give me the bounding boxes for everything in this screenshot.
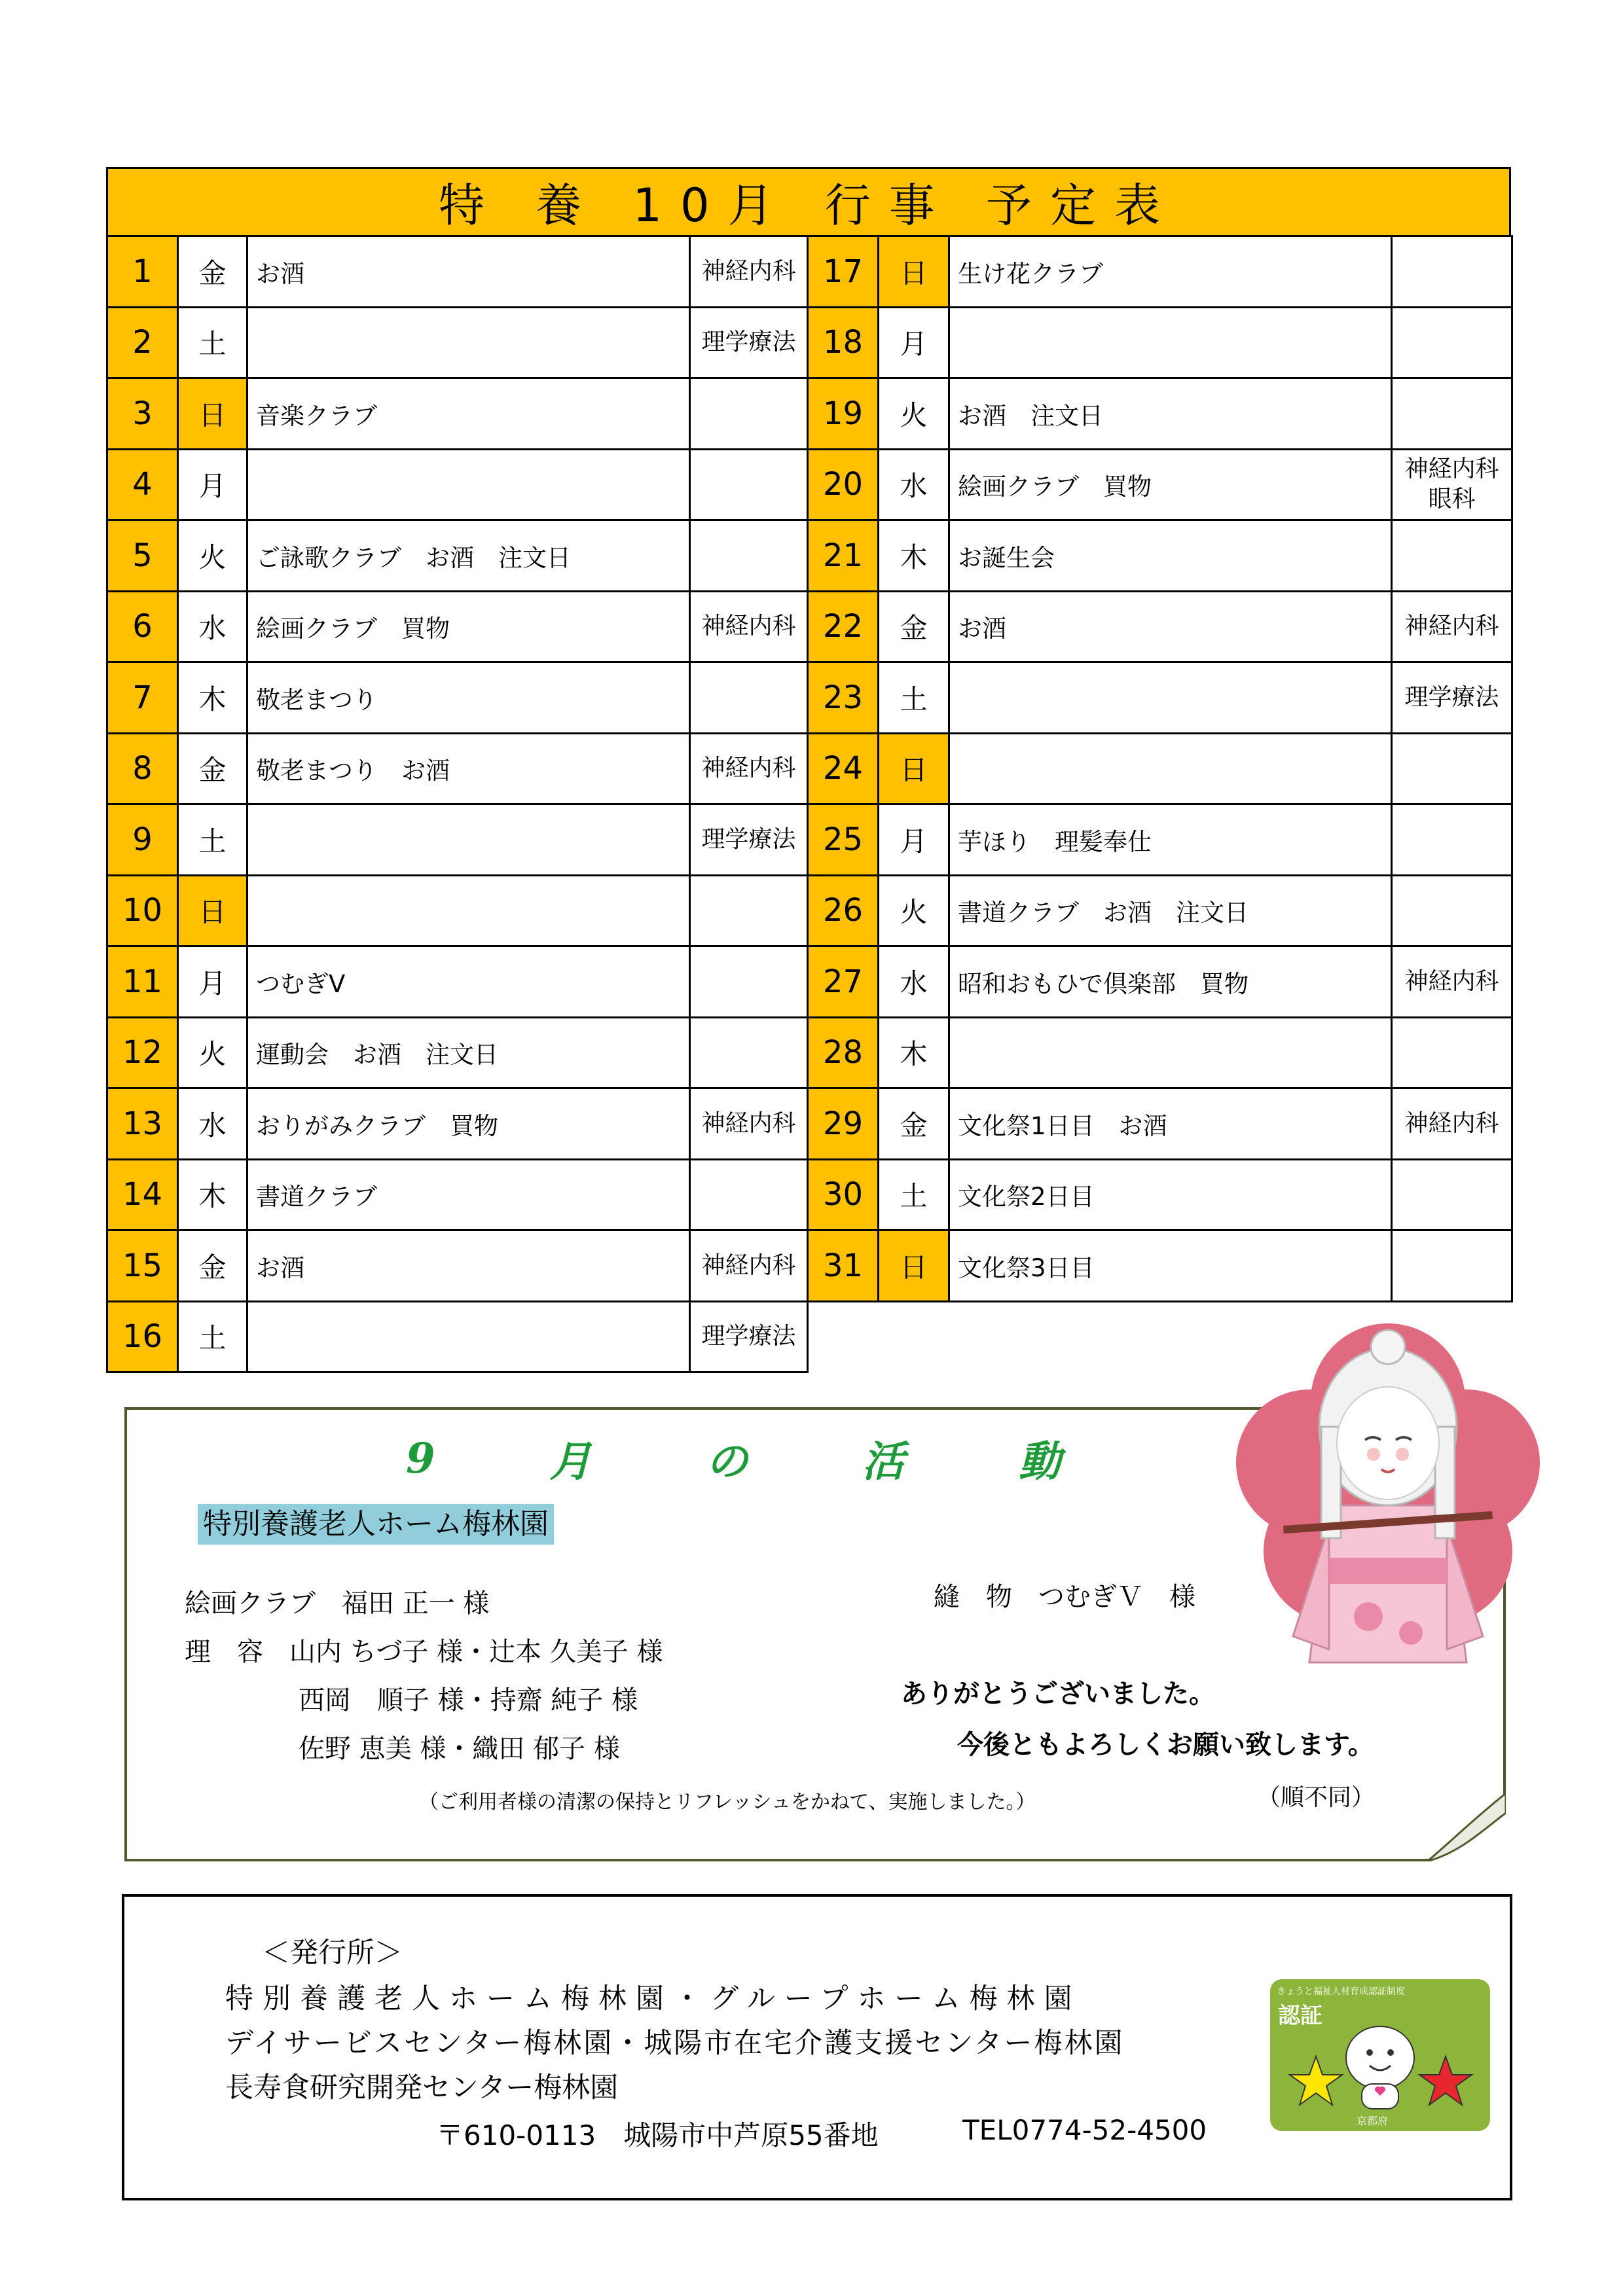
weekday: 月 — [177, 448, 248, 522]
day-number: 21 — [807, 519, 879, 592]
weekday: 日 — [877, 1229, 950, 1302]
weekday: 金 — [177, 1229, 248, 1302]
badge-top-text: きょうと福祉人材育成認証制度 — [1277, 1986, 1405, 1997]
weekday: 水 — [877, 945, 950, 1018]
event-text: つむぎV — [246, 945, 691, 1018]
closing-text: 今後ともよろしくお願い致します。 — [957, 1730, 1374, 1760]
publisher-heading: ＜発行所＞ — [262, 1937, 403, 1969]
event-text: お酒 — [246, 235, 691, 308]
kimono-character-illustration — [1231, 1309, 1545, 1676]
clinic-note — [1391, 235, 1513, 308]
clinic-note: 神経内科 — [689, 590, 809, 664]
clinic-note — [689, 874, 809, 948]
event-text: 昭和おもひで倶楽部 買物 — [948, 945, 1393, 1018]
day-number: 27 — [807, 945, 879, 1018]
badge-mascot-icon — [1270, 1979, 1490, 2131]
day-number: 15 — [106, 1229, 179, 1302]
schedule-table — [106, 167, 1512, 1374]
day-number: 11 — [106, 945, 179, 1018]
weekday: 火 — [877, 377, 950, 450]
event-text: ご詠歌クラブ お酒 注文日 — [246, 519, 691, 592]
weekday: 水 — [177, 590, 248, 664]
event-text: 書道クラブ — [246, 1158, 691, 1232]
day-number: 10 — [106, 874, 179, 948]
badge-prefecture-text: 京都府 — [1357, 2115, 1389, 2127]
activity-barber-3: 佐野 恵美 様・織田 郁子 様 — [299, 1734, 620, 1764]
clinic-note: 神経内科 — [689, 235, 809, 308]
publisher-line-3: 長寿食研究開発センター梅林園 — [225, 2072, 619, 2104]
day-number: 18 — [807, 306, 879, 380]
event-text: 敬老まつり — [246, 661, 691, 734]
day-number: 3 — [106, 377, 179, 450]
weekday: 木 — [877, 519, 950, 592]
activities-title-char: 9 — [406, 1433, 435, 1483]
activity-sewing: 縫 物 つむぎＶ 様 — [934, 1582, 1195, 1612]
weekday: 水 — [177, 1087, 248, 1160]
publisher-line-2: デイサービスセンター梅林園・城陽市在宅介護支援センター梅林園 — [225, 2027, 1125, 2060]
day-number: 31 — [807, 1229, 879, 1302]
event-text — [948, 732, 1393, 806]
weekday: 土 — [877, 1158, 950, 1232]
clinic-note: 理学療法 — [689, 803, 809, 876]
weekday: 水 — [877, 448, 950, 522]
clinic-note — [1391, 732, 1513, 806]
day-number: 20 — [807, 448, 879, 522]
weekday: 土 — [177, 1300, 248, 1374]
event-text: 絵画クラブ 買物 — [948, 448, 1393, 522]
clinic-note — [1391, 874, 1513, 948]
day-number: 2 — [106, 306, 179, 380]
page-fold-corner — [1427, 1793, 1506, 1861]
day-number: 12 — [106, 1016, 179, 1090]
weekday: 月 — [177, 945, 248, 1018]
weekday: 木 — [177, 1158, 248, 1232]
activities-title-char: 活 — [862, 1437, 905, 1486]
clinic-note: 理学療法 — [1391, 661, 1513, 734]
thanks-text: ありがとうございました。 — [901, 1679, 1215, 1709]
clinic-note: 神経内科 — [1391, 1087, 1513, 1160]
weekday: 火 — [877, 874, 950, 948]
day-number: 24 — [807, 732, 879, 806]
activities-title — [406, 1432, 1061, 1484]
clinic-note — [1391, 519, 1513, 592]
event-text: お誕生会 — [948, 519, 1393, 592]
event-text — [246, 448, 691, 522]
clinic-note — [1391, 1016, 1513, 1090]
clinic-note — [1391, 803, 1513, 876]
publisher-line-1: 特別養護老人ホーム梅林園・グループホーム梅林園 — [225, 1982, 1082, 2015]
weekday: 日 — [877, 732, 950, 806]
day-number: 1 — [106, 235, 179, 308]
weekday: 木 — [177, 661, 248, 734]
day-number: 30 — [807, 1158, 879, 1232]
weekday: 火 — [177, 519, 248, 592]
day-number: 8 — [106, 732, 179, 806]
day-number: 29 — [807, 1087, 879, 1160]
event-text: お酒 — [246, 1229, 691, 1302]
activities-title-char: 動 — [1018, 1437, 1061, 1486]
event-text: 文化祭2日目 — [948, 1158, 1393, 1232]
clinic-note: 神経内科 — [689, 1229, 809, 1302]
clinic-note: 理学療法 — [689, 306, 809, 380]
event-text: お酒 注文日 — [948, 377, 1393, 450]
activity-painting: 絵画クラブ 福田 正一 様 — [185, 1588, 490, 1619]
weekday: 金 — [177, 235, 248, 308]
day-number: 19 — [807, 377, 879, 450]
activities-title-char: の — [706, 1437, 748, 1486]
clinic-note: 神経内科 — [689, 732, 809, 806]
weekday: 金 — [877, 1087, 950, 1160]
event-text: 文化祭1日目 お酒 — [948, 1087, 1393, 1160]
weekday: 火 — [177, 1016, 248, 1090]
event-text — [948, 1016, 1393, 1090]
publisher-address: 〒610-0113 城陽市中芦原55番地 — [436, 2119, 879, 2151]
weekday: 土 — [877, 661, 950, 734]
day-number: 22 — [807, 590, 879, 664]
event-text — [246, 803, 691, 876]
day-number: 9 — [106, 803, 179, 876]
day-number: 16 — [106, 1300, 179, 1374]
clinic-note: 理学療法 — [689, 1300, 809, 1374]
day-number: 13 — [106, 1087, 179, 1160]
clinic-note — [1391, 377, 1513, 450]
day-number: 26 — [807, 874, 879, 948]
activity-barber: 理 容 山内 ちづ子 様・辻本 久美子 様 — [185, 1637, 663, 1667]
weekday: 月 — [877, 803, 950, 876]
event-text: 絵画クラブ 買物 — [246, 590, 691, 664]
weekday: 土 — [177, 803, 248, 876]
day-number: 6 — [106, 590, 179, 664]
event-text — [246, 306, 691, 380]
schedule-title: 特 養 10月 行事 予定表 — [106, 167, 1511, 237]
clinic-note — [1391, 306, 1513, 380]
day-number: 23 — [807, 661, 879, 734]
event-text: おりがみクラブ 買物 — [246, 1087, 691, 1160]
event-text: 書道クラブ お酒 注文日 — [948, 874, 1393, 948]
clinic-note — [689, 1016, 809, 1090]
weekday: 土 — [177, 306, 248, 380]
event-text — [246, 874, 691, 948]
certification-badge — [1270, 1979, 1490, 2131]
weekday: 金 — [177, 732, 248, 806]
clinic-note — [689, 661, 809, 734]
clinic-note: 神経内科 — [1391, 945, 1513, 1018]
event-text: 芋ほり 理髪奉仕 — [948, 803, 1393, 876]
clinic-note — [689, 519, 809, 592]
activity-barber-2: 西岡 順子 様・持齋 純子 様 — [299, 1685, 638, 1715]
clinic-note: 神経内科 — [1391, 590, 1513, 664]
clinic-note: 神経内科 — [689, 1087, 809, 1160]
clinic-note — [689, 377, 809, 450]
weekday: 日 — [877, 235, 950, 308]
event-text: 生け花クラブ — [948, 235, 1393, 308]
clinic-note — [689, 945, 809, 1018]
event-text: 文化祭3日目 — [948, 1229, 1393, 1302]
clinic-note — [1391, 1229, 1513, 1302]
badge-main-text: 認証 — [1278, 2003, 1322, 2029]
day-number: 28 — [807, 1016, 879, 1090]
clinic-note — [689, 448, 809, 522]
event-text: 運動会 お酒 注文日 — [246, 1016, 691, 1090]
event-text: 敬老まつり お酒 — [246, 732, 691, 806]
clinic-note — [1391, 1158, 1513, 1232]
day-number: 17 — [807, 235, 879, 308]
publisher-tel: TEL0774-52-4500 — [962, 2114, 1207, 2146]
weekday: 木 — [877, 1016, 950, 1090]
event-text: お酒 — [948, 590, 1393, 664]
order-note: （順不同） — [1257, 1784, 1376, 1811]
day-number: 5 — [106, 519, 179, 592]
weekday: 金 — [877, 590, 950, 664]
weekday: 月 — [877, 306, 950, 380]
clinic-note: 神経内科 眼科 — [1391, 448, 1513, 522]
facility-label: 特別養護老人ホーム梅林園 — [198, 1504, 554, 1545]
day-number: 4 — [106, 448, 179, 522]
event-text — [948, 661, 1393, 734]
clinic-note — [689, 1158, 809, 1232]
day-number: 25 — [807, 803, 879, 876]
day-number: 7 — [106, 661, 179, 734]
event-text: 音楽クラブ — [246, 377, 691, 450]
weekday: 日 — [177, 874, 248, 948]
activities-footnote: （ご利用者様の清潔の保持とリフレッシュをかねて、実施しました。） — [419, 1791, 1036, 1814]
day-number: 14 — [106, 1158, 179, 1232]
activities-title-char: 月 — [549, 1437, 592, 1486]
weekday: 日 — [177, 377, 248, 450]
event-text — [246, 1300, 691, 1374]
event-text — [948, 306, 1393, 380]
